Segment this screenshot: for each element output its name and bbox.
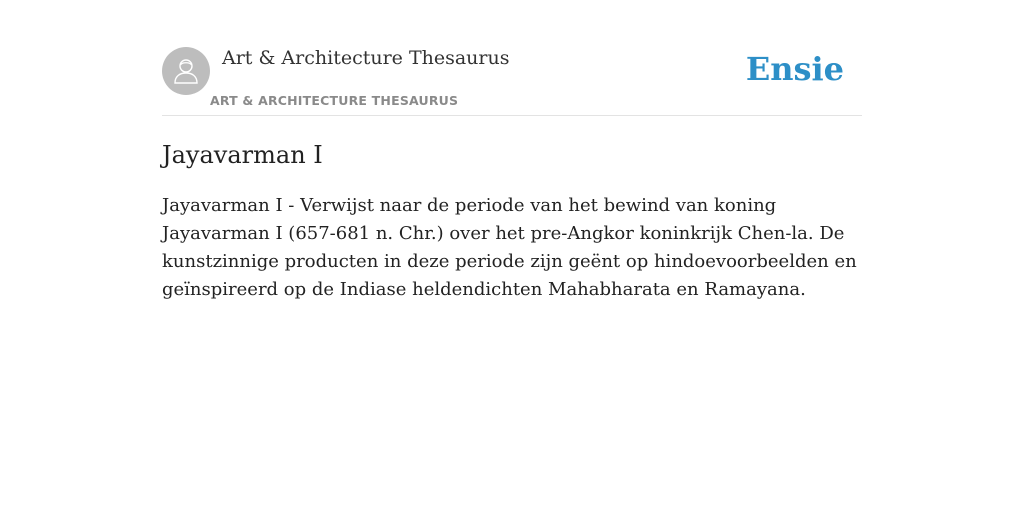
brand-logo[interactable]: Ensie [745,50,844,88]
author-name[interactable]: Art & Architecture Thesaurus [222,47,510,69]
article-title: Jayavarman I [162,141,323,169]
article-header [162,0,862,116]
article-body: Jayavarman I - Verwijst naar de periode van het bewind van koning Jayavarman I (657-681 n. Chr.) over het pre-Angkor koninkrijk Chen-la. De kunstzinnige producten in deze periode zijn geënt op hindoevoorbeelden en geïnspireerd op de Indiase heldendichten Mahabharata en Ramayana. [162,195,857,300]
source-label: ART & ARCHITECTURE THESAURUS [210,93,459,108]
author-avatar[interactable] [162,47,210,95]
user-silhouette-icon [171,56,201,86]
